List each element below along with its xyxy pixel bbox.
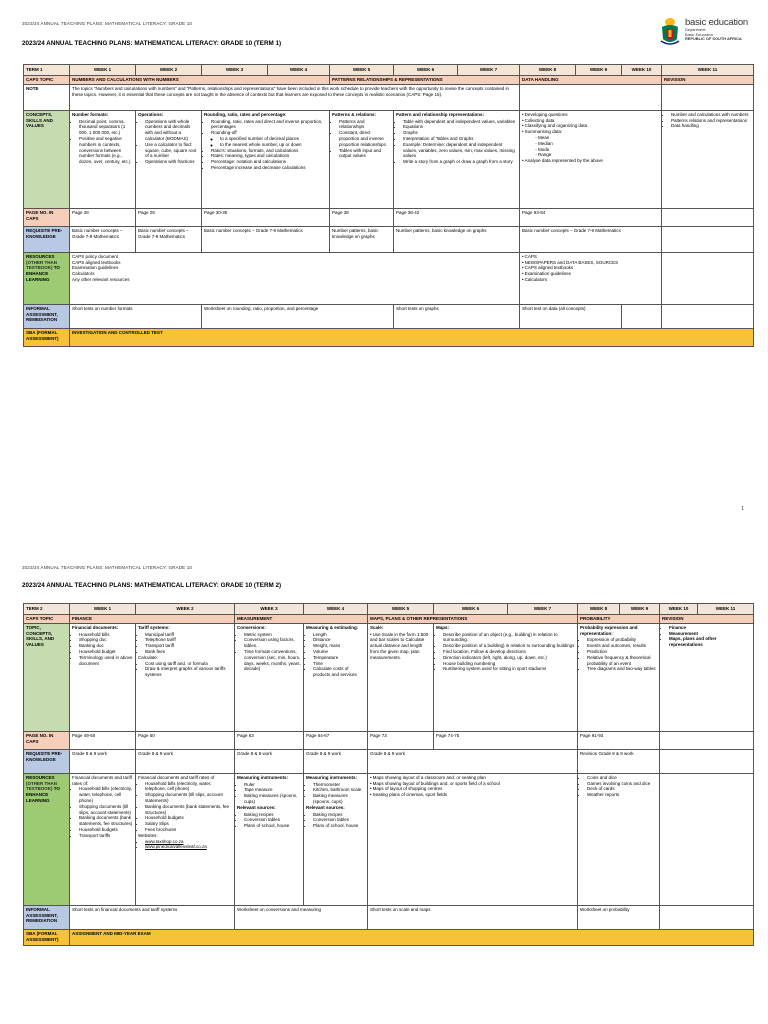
req-week-5: Number patterns, basic knowledge on graphs [330, 226, 394, 252]
page-week-8-10: Page 83-84 [520, 208, 662, 226]
concept-item: • Number and calculations with numbers [671, 112, 751, 118]
term-2-table [23, 603, 754, 946]
header-week-5: WEEK 5 [330, 65, 394, 76]
topic-measurement: MEASUREMENT [235, 615, 368, 624]
resource-item: CAPS policy document [72, 253, 119, 259]
concepts-week-10-11 [660, 623, 754, 731]
req-week-3-4: Basic number concepts – Grade 7-9 Mathematics [202, 226, 330, 252]
concept-item: • Direction indicators (left, right, along, up, down, etc.) [443, 655, 575, 661]
note-text: The topics “Numbers and calculations with numbers” and “Patterns, relationships and representations” have been included in this work schedule to provide teachers with the opportunity to revise the concepts contained in these topics. However, it is essential that these concepts are not taught in the absence of contexts but that learners are exposed to these concepts in realistic scenarios (CAPS: Page 15). [70, 84, 520, 110]
concept-item: • Percentage: notation and calculations [211, 159, 327, 165]
header-week-7: WEEK 7 [458, 65, 520, 76]
concept-item: • Expression of probability [587, 637, 657, 643]
brand-name: basic education [684, 17, 748, 28]
concept-sub-item: ◦ to the nearest whole number, up or down [220, 142, 327, 148]
resources-w4-head: Measuring instruments: [306, 774, 358, 780]
inf-week-10 [622, 304, 662, 328]
label-caps-topic: CAPS TOPIC [24, 76, 70, 85]
concepts-w89-head: Probability expression and representation: [580, 624, 638, 636]
resources-week-11 [662, 252, 754, 304]
concept-item: • Numbering system used for sitting in sport stadiums [443, 666, 575, 672]
concept-item: • Draw & interpret graphs of various tariffs systems [145, 666, 232, 678]
website-link[interactable] [145, 844, 232, 850]
resource-item: • Seating plans of cinemas, sport fields [370, 792, 575, 798]
concept-item: • Calculate costs of products and services [313, 666, 365, 678]
resource-item: • Shopping documents (till slips, account statements) [145, 792, 232, 804]
website-link-text[interactable]: www.pinedicalvalleosleaf.co.za [145, 844, 207, 850]
label-note: NOTE [24, 84, 70, 110]
label-sba: SBA (FORMAL ASSESSMENT) [24, 929, 70, 945]
concepts-week-2 [136, 623, 235, 731]
page-week-1: Page 28 [70, 208, 136, 226]
header-week-6: WEEK 6 [394, 65, 458, 76]
label-sba: SBA (FORMAL ASSESSMENT) [24, 328, 70, 346]
header-row [24, 65, 754, 76]
concept-item: • Maps, plans and other representations [669, 636, 751, 648]
resource-item: CAPS aligned textbooks [72, 259, 121, 265]
concept-item: • Equations [403, 124, 517, 130]
concept-item: • Collecting data [522, 118, 659, 124]
concept-item: • House building numbering [443, 661, 575, 667]
label-resources-title: RESOURCES [26, 774, 55, 780]
req-week-8-9: Revision Grade 8 & 9 work [578, 749, 660, 773]
page-week-11 [662, 208, 754, 226]
resource-item: • CAPS [522, 254, 659, 260]
resource-item: • Coins and dice [587, 775, 657, 781]
topic-revision: REVISION [662, 76, 754, 85]
resources-row [24, 252, 754, 304]
concept-sub-item: - Mode [538, 147, 659, 153]
resources-w2-web: Websites: [138, 832, 158, 838]
inf-week-10-11 [660, 905, 754, 929]
concept-item: • Household bills [79, 632, 133, 638]
resource-item: • Games involving coins and dice [587, 781, 657, 787]
resource-item: • Shopping documents (till slips, account statements) [79, 804, 133, 816]
label-page-no: PAGE NO. IN CAPS [24, 208, 70, 226]
concept-item: • Data handling [671, 123, 751, 129]
resource-item: • Conversion tables [313, 817, 365, 823]
req-week-8-10: Basic number concepts – Grade 7-9 Mathematics [520, 226, 662, 252]
concepts-row [24, 623, 754, 731]
concepts-w1-head: Number formats: [72, 111, 109, 117]
concept-item: • Percentage increase and decrease calculations [211, 165, 327, 171]
concepts-week-8-9 [578, 623, 660, 731]
page-number: 1 [741, 506, 744, 512]
req-week-1: Basic number concepts – Grade 7-9 Mathematics [70, 226, 136, 252]
inf-week-8-9: Short test on data (all concepts) [520, 304, 622, 328]
dbe-logo [658, 17, 748, 47]
running-header: 2023/24 ANNUAL TEACHING PLANS: MATHEMATICAL LITERACY: GRADE 10 [22, 565, 193, 570]
concept-item: • Terminology used in above document [79, 655, 133, 667]
header-week-1: WEEK 1 [70, 604, 136, 615]
concept-item: • Banking doc [79, 643, 133, 649]
requisite-row [24, 749, 754, 773]
page-title: 2023/24 ANNUAL TEACHING PLANS: MATHEMATICAL LITERACY: GRADE 10 (TERM 1) [22, 40, 282, 47]
label-resources-title: RESOURCES [26, 253, 55, 259]
concept-item: • Positive and negative numbers in contexts, conversions between number formats (e.g., dozen, over, century, etc.) [79, 136, 133, 165]
brand-line3: REPUBLIC OF SOUTH AFRICA [684, 36, 742, 42]
inf-week-8-9: Worksheet on probability [578, 905, 660, 929]
concepts-week-3-4 [202, 110, 330, 208]
concepts-w2-calc: Calculate: [138, 654, 159, 660]
concepts-week-1 [70, 623, 136, 731]
resources-w4-rel: Relevant sources: [306, 804, 345, 810]
req-week-2: Grade 8 & 9 work [136, 749, 235, 773]
label-resources [24, 773, 70, 905]
inf-week-1-2: Short tests on number formats [70, 304, 202, 328]
sba-row [24, 328, 754, 346]
label-requisite: REQUISITE PRE-KNOWLEDGE [24, 749, 70, 773]
concept-sub-item: - Median [538, 141, 659, 147]
concepts-week-6-7 [394, 110, 520, 208]
concept-item: • Temperature [313, 655, 365, 661]
resource-item: • Maps showing layout of buildings and, or sports field of a school [370, 781, 575, 787]
inf-week-6-7: Short tests on graphs [394, 304, 520, 328]
concept-item: • Finance [669, 625, 751, 631]
header-week-3: WEEK 3 [235, 604, 304, 615]
resource-item: Calculators [72, 271, 95, 277]
concepts-w2-head: Operations: [138, 111, 164, 117]
concept-item: • Length [313, 632, 365, 638]
resource-item: • Baking recipes [313, 812, 365, 818]
concepts-w2-head: Tariff systems: [138, 624, 170, 630]
page-week-5: Page 38 [330, 208, 394, 226]
resource-item: • NEWSPAPERS and DATA BASES, SOURCES [522, 260, 659, 266]
concepts-w67-head: Maps: [436, 624, 450, 630]
concept-item: • Find location, Follow & develop directions [443, 649, 575, 655]
resource-item: • Salary Slips [145, 821, 232, 827]
page-week-2: Page 29 [136, 208, 202, 226]
concept-item: • Prediction [587, 649, 657, 655]
topic-finance: FINANCE [70, 615, 235, 624]
resources-w1-head: Financial documents and tariff rates of: [72, 774, 132, 786]
concept-item: • Metric system [244, 632, 301, 638]
concept-sub-item: - Mean [538, 135, 659, 141]
label-resources [24, 252, 70, 304]
label-requisite: REQUISITE PRE-KNOWLEDGE [24, 226, 70, 252]
resource-item: • Banking documents (bank statements, fee structures) [79, 815, 133, 827]
resource-item: • Examination guidelines [522, 271, 659, 277]
resource-item: • Conversion tables [244, 817, 301, 823]
resources-week-4 [304, 773, 368, 905]
concept-item: • Time [313, 661, 365, 667]
page-week-3: Page 63 [235, 731, 304, 749]
label-resources-sub: (OTHER THAN TEXTBOOK) [26, 780, 57, 792]
label-resources-sub: (OTHER THAN TEXTBOOK) [26, 259, 57, 271]
topic-patterns: PATTERNS RELATIONSHIPS & REPRESENTATIONS [330, 76, 520, 85]
concept-item: • Shopping doc [79, 637, 133, 643]
topic-data-handling: DATA HANDLING [520, 76, 662, 85]
concept-item: • Time formats conventions, conversion (sec, min, hours, days, weeks, months, years, decade) [244, 649, 301, 672]
concept-item: • Distance [313, 637, 365, 643]
label-concepts: CONCEPTS, SKILLS AND VALUES [24, 110, 70, 208]
inf-week-5-7: Short tests on scale and maps [368, 905, 578, 929]
page-week-6-7: Page 74-75 [434, 731, 578, 749]
concept-item: • Graphs [403, 130, 517, 136]
resource-item: • Plans of school, house [313, 823, 365, 829]
brand-line2: Basic Education [684, 31, 713, 37]
inf-week-1-2: Short tests on financial documents and tariff systems [70, 905, 235, 929]
concept-item: • Ratio's: situations, formats, and calculations [211, 148, 327, 154]
website-link-text[interactable]: www.taxshop.co.za [145, 838, 184, 844]
concepts-row [24, 110, 754, 208]
concepts-w3-head: Conversions: [237, 624, 266, 630]
page-term-2 [0, 548, 768, 1024]
page-week-2: Page 50 [136, 731, 235, 749]
resource-item: • Household bills (electricity, water, telephone, cell phone) [79, 786, 133, 803]
page-no-row [24, 208, 754, 226]
coat-of-arms-icon [658, 17, 682, 47]
req-week-10-11 [660, 749, 754, 773]
header-week-11: WEEK 11 [698, 604, 754, 615]
concept-item: • Operations with whole numbers and decimals with and without a calculator (BODMAS) [145, 119, 199, 142]
concept-item: • Developing questions [522, 112, 659, 118]
page-no-row [24, 731, 754, 749]
concept-item: • Tree diagrams and two-way tables [587, 666, 657, 672]
req-week-1: Grade 8 & 9 work [70, 749, 136, 773]
header-week-4: WEEK 4 [268, 65, 330, 76]
header-week-8: WEEK 8 [578, 604, 620, 615]
concepts-w67-head: Pattern and relationship representations: [396, 111, 485, 117]
concept-item: • Tables with input and output values [339, 148, 391, 160]
resource-item: • Household budgets [145, 815, 232, 821]
page-week-6-7: Page 38-42 [394, 208, 520, 226]
topic-probability: PROBABILITY [578, 615, 660, 624]
sba-text: INVESTIGATION AND CONTROLLED TEST [70, 328, 754, 346]
concepts-w4-head: Measuring & estimating: [306, 624, 359, 630]
note-row [24, 84, 754, 110]
topic-revision: REVISION [660, 615, 754, 624]
inf-week-3-4: Worksheet on conversions and measuring [235, 905, 368, 929]
concept-item: • Interpretation of Tables and Graphs [403, 136, 517, 142]
concept-item: • Use Scale in the form 1:500 and bar scales to Calculate actual distance and length from the given map, plan measurements. [370, 632, 431, 661]
concept-item: • Weight, mass [313, 643, 365, 649]
resources-week-3 [235, 773, 304, 905]
header-week-4: WEEK 4 [304, 604, 368, 615]
concept-item: • Events and outcomes, results [587, 643, 657, 649]
concepts-week-8-10 [520, 110, 662, 208]
concept-item: • Analyse data represented by the above [522, 158, 659, 164]
page-title: 2023/24 ANNUAL TEACHING PLANS: MATHEMATICAL LITERACY: GRADE 10 (TERM 2) [22, 582, 282, 589]
concepts-week-6-7 [434, 623, 578, 731]
topic-numbers: NUMBERS AND CALCULATIONS WITH NUMBERS [70, 76, 330, 85]
resource-item: • Tape measure [244, 787, 301, 793]
header-week-10: WEEK 10 [660, 604, 698, 615]
resources-w2-head: Financial documents and tariff rates of [138, 774, 215, 780]
req-week-6-7: Number patterns, basic knowledge on graphs [394, 226, 520, 252]
header-row [24, 604, 754, 615]
concept-item: • Describe position of a building) in relation to surrounding buildings [443, 643, 575, 649]
header-week-3: WEEK 3 [202, 65, 268, 76]
concept-item: • Table with dependent and independent values, variables [403, 119, 517, 125]
header-week-9: WEEK 9 [620, 604, 660, 615]
header-week-6: WEEK 6 [434, 604, 508, 615]
header-term: TERM 1 [24, 65, 70, 76]
informal-row [24, 304, 754, 328]
page-week-10-11 [660, 731, 754, 749]
resource-item: • Ruler [244, 782, 301, 788]
page-week-8-9: Page 91-93 [578, 731, 660, 749]
running-header: 2023/24 ANNUAL TEACHING PLANS: MATHEMATICAL LITERACY: GRADE 10 [22, 21, 193, 26]
resource-item: • CAPS aligned textbooks [522, 265, 659, 271]
req-week-2: Basic number concepts – Grade 7-9 Mathematics [136, 226, 202, 252]
resources-week-10-11 [660, 773, 754, 905]
resource-item: Any other relevant resources [72, 276, 130, 282]
concept-item: • Cost using tariff and, or formula [145, 661, 232, 667]
concepts-week-4 [304, 623, 368, 731]
label-informal: INFORMAL ASSESSMENT, REMEDIATION [24, 304, 70, 328]
concept-sub-item: ◦ to a specified number of decimal places [220, 136, 327, 142]
req-week-4: Grade 8 & 9 work [304, 749, 368, 773]
sba-row [24, 929, 754, 945]
concept-item: • Constant, direct proportion and inverse proportion relationships. [339, 130, 391, 147]
page-week-5: Page 73 [368, 731, 434, 749]
resources-week-8-9 [578, 773, 660, 905]
header-week-2: WEEK 2 [136, 65, 202, 76]
resource-item: • Household budgets [79, 827, 133, 833]
concept-item: • Relative frequency & theoretical probability of an event [587, 655, 657, 667]
header-week-2: WEEK 2 [136, 604, 235, 615]
label-concepts: TOPIC, CONCEPTS, SKILLS, AND VALUES [24, 623, 70, 731]
resources-week-1-7 [70, 252, 520, 304]
concept-item: • Rounding, ratio, rates and direct and inverse proportion, percentages [211, 119, 327, 131]
caps-topic-row [24, 76, 754, 85]
concept-item: • Transport tariff [145, 643, 232, 649]
inf-week-3-5: Worksheet on rounding, ratio, proportion, and percentage [202, 304, 394, 328]
resource-item: • Baking measures (spoons, cups) [244, 793, 301, 805]
note-empty-revision [662, 84, 754, 110]
resources-week-2 [136, 773, 235, 905]
header-week-8: WEEK 8 [520, 65, 576, 76]
resources-week-5-7 [368, 773, 578, 905]
topic-maps: MAPS, PLANS & OTHER REPRESENTATIONS [368, 615, 578, 624]
resource-item: Examination guidelines [72, 265, 119, 271]
concepts-week-5 [330, 110, 394, 208]
header-term: TERM 2 [24, 604, 70, 615]
resources-w3-rel: Relevant sources: [237, 804, 276, 810]
page-week-1: Page 49-50 [70, 731, 136, 749]
resource-item: • Thermometer [313, 782, 365, 788]
resources-row [24, 773, 754, 905]
concepts-week-3 [235, 623, 304, 731]
concept-item: • Measurement [669, 631, 751, 637]
resource-item: • Household bills (electricity, water, telephone, cell phone) [145, 781, 232, 793]
concept-sub-item: - Range [538, 152, 659, 158]
concepts-week-11 [662, 110, 754, 208]
req-week-3: Grade 8 & 9 work [235, 749, 304, 773]
header-week-11: WEEK 11 [662, 65, 754, 76]
concepts-w34-head: Rounding, ratio, rates and percentage: [204, 111, 287, 117]
label-caps-topic: CAPS TOPIC [24, 615, 70, 624]
concepts-w1-head: Financial documents: [72, 624, 119, 630]
req-week-5-7: Grade 8 & 9 work [368, 749, 578, 773]
concept-item [211, 130, 327, 147]
concept-item: • Write a story from a graph or draw a graph from a story [403, 159, 517, 165]
concept-item: • Telephone tariff [145, 637, 232, 643]
concept-item: • Bank fees [145, 649, 232, 655]
resource-item: • Maps showing layout of a classroom and, or seating plan [370, 775, 575, 781]
concept-item: • Rates: meaning, types and calculations [211, 153, 327, 159]
header-week-7: WEEK 7 [508, 604, 578, 615]
resource-item: • Baking recipes [244, 812, 301, 818]
note-empty-data [520, 84, 662, 110]
concept-item: • Patterns and relationships [339, 119, 391, 131]
resources-w3-head: Measuring instruments: [237, 774, 289, 780]
concepts-week-5 [368, 623, 434, 731]
label-resources-tail: TO ENHANCE LEARNING [26, 786, 60, 803]
concept-item: • Patterns relations and representations [671, 118, 751, 124]
concept-item: • Municipal tariff [145, 632, 232, 638]
caps-topic-row [24, 615, 754, 624]
concepts-week-1 [70, 110, 136, 208]
resource-item: • Banking documents (bank statements, fee structures) [145, 804, 232, 816]
term-1-table [23, 64, 754, 347]
sba-text: ASSIGNMENT AND MID-YEAR EXAM [70, 929, 754, 945]
concept-item: • Classifying and organizing data [522, 123, 659, 129]
header-week-5: WEEK 5 [368, 604, 434, 615]
header-week-1: WEEK 1 [70, 65, 136, 76]
resource-item: • Maps of layout of shopping centres [370, 786, 575, 792]
brand-line1: Department: [684, 27, 707, 32]
resource-item: • Baking measures (spoons, cups) [313, 793, 365, 805]
page-week-3-4: Page 30-35 [202, 208, 330, 226]
concept-item: • Conversion using factors, tables. [244, 637, 301, 649]
concept-item: • Decimal point, comma, thousand separators (1 000, 1 000 000, etc.) [79, 119, 133, 136]
req-week-11 [662, 226, 754, 252]
resource-item: • Kitchen, bathroom scale [313, 787, 365, 793]
concepts-w5-head: Scale: [370, 624, 384, 630]
resources-week-1 [70, 773, 136, 905]
concept-item: • Volume [313, 649, 365, 655]
concept-item: • Household budget [79, 649, 133, 655]
concepts-week-2 [136, 110, 202, 208]
concept-item: • Use a calculator to find: square, cube, square root of a number [145, 142, 199, 159]
resource-item: • Calculators [522, 277, 659, 283]
label-page-no: PAGE NO. IN CAPS [24, 731, 70, 749]
concept-item: • Summarising data: [522, 129, 659, 135]
concept-item: • Describe position of an object (e.g., building) in relation to surrounding. [443, 632, 575, 644]
resource-item: • Plans of school, house [244, 823, 301, 829]
resource-item: • Weather reports [587, 792, 657, 798]
label-resources-tail: TO ENHANCE LEARNING [26, 265, 60, 282]
resources-week-8-10 [520, 252, 662, 304]
inf-week-11 [662, 304, 754, 328]
concept-item: • Operations with fractions [145, 159, 199, 165]
resource-item: • Fees brochures [145, 827, 232, 833]
informal-row [24, 905, 754, 929]
requisite-row [24, 226, 754, 252]
header-week-10: WEEK 10 [622, 65, 662, 76]
concepts-w5-head: Patterns & relations: [332, 111, 377, 117]
concept-item: • Example: Determine: dependent and independent values, variables, zero values, min, max values, missing values [403, 142, 517, 159]
page-week-4: Page 64-67 [304, 731, 368, 749]
header-week-9: WEEK 9 [576, 65, 622, 76]
concept-item-text: Rounding-off [211, 130, 237, 136]
resource-item: • Deck of cards [587, 786, 657, 792]
resource-item: • Transport tariffs [79, 833, 133, 839]
label-informal: INFORMAL ASSESSMENT, REMEDIATION [24, 905, 70, 929]
